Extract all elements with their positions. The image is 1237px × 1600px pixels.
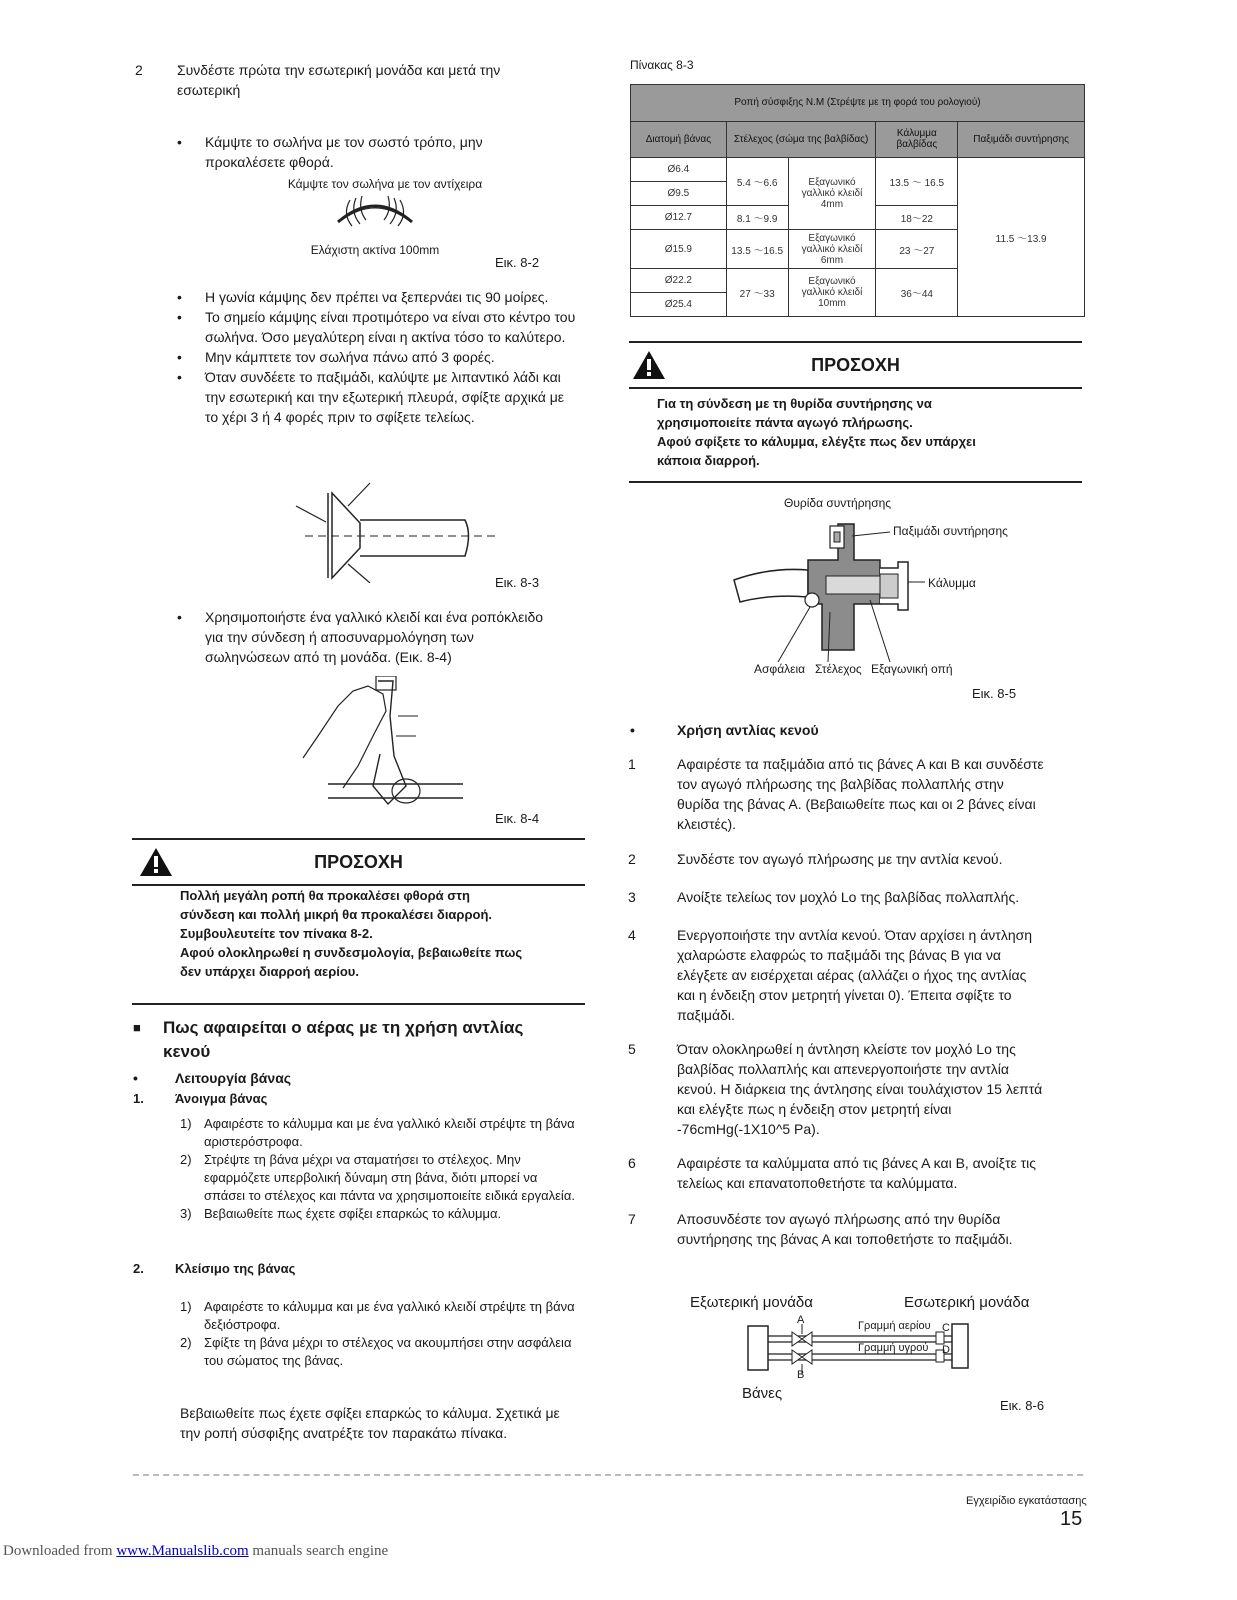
list-item: • Μην κάμπτετε τον σωλήνα πάνω από 3 φορές. [177, 349, 495, 365]
step-1: 1 Αφαιρέστε τα παξιμάδια από τις βάνες Α και Β και συνδέστε τον αγωγό πλήρωσης της βαλβίδας πολλαπλής στην θυρίδα της βάνας Α. (Βεβαιωθείτε πως και οι 2 βάνες είναι κλειστές). [628, 756, 1044, 832]
step-2: 2 Συνδέστε τον αγωγό πλήρωσης με την αντλία κενού. [628, 851, 1003, 867]
caution-title: ΠΡΟΣΟΧΗ [314, 852, 403, 872]
step-6: 6 Αφαιρέστε τα καλύμματα από τις βάνες Α και Β, ανοίξτε τις τελείως και επανατοποθετήστε τα καλύμματα. [628, 1155, 1036, 1191]
label-cap: Κάλυμμα [928, 576, 976, 590]
table-cell: Ø6.4 [631, 158, 727, 182]
manualslib-link[interactable]: www.Manualslib.com [116, 1543, 249, 1559]
table-cell: 36～44 [876, 268, 958, 316]
bend-bullet-text: Κάμψτε το σωλήνα με τον σωστό τρόπο, μην προκαλέσετε φθορά. [205, 134, 483, 170]
table-header: Κάλυμμα βαλβίδας [876, 121, 958, 158]
wrench-bullet-text: Χρησιμοποιήστε ένα γαλλικό κλειδί και ένα ροπόκλειδο για την σύνδεση ή αποσυναρμολόγηση των σωληνώσεων από τη μονάδα. (Εικ. 8-4) [205, 609, 544, 665]
table-cell: 27 ～33 [726, 268, 788, 316]
fig2-top-label: Κάμψτε τον σωλήνα με τον αντίχειρα [287, 177, 483, 191]
label-indoor-unit: Εσωτερική μονάδα [904, 1294, 1030, 1311]
label-gas-line: Γραμμή αερίου [858, 1320, 931, 1332]
caution-text: Για τη σύνδεση με τη θυρίδα συντήρησης να χρησιμοποιείτε πάντα αγωγό πλήρωσης. Αφού σφίξετε το κάλυμμα, ελέγξτε πως δεν υπάρχει κάποια διαρροή. [657, 396, 976, 468]
fig6-caption: Εικ. 8-6 [1000, 1398, 1045, 1413]
flare-nut-illustration [290, 478, 500, 583]
table-cell: Ø22.2 [631, 268, 727, 292]
label-valve-b: B [797, 1369, 805, 1381]
list-item: • Το σημείο κάμψης είναι προτιμότερο να είναι στο κέντρο του σωλήνα. Όσο μεγαλύτερη είναι η ακτίνα τόσο το καλύτερο. [177, 309, 576, 345]
table-cell: 13.5 ～ 16.5 [876, 158, 958, 206]
label-d: D [942, 1344, 950, 1356]
closing-heading: 2. Κλείσιμο της βάνας [133, 1261, 296, 1276]
list-item: 2) Σφίξτε τη βάνα μέχρι το στέλεχος να ακουμπήσει στην ασφάλεια του σώματος της βάνας. [180, 1335, 572, 1368]
caution-banner [132, 838, 585, 886]
opening-steps [180, 1115, 580, 1223]
table-cell: Εξαγωνικό γαλλικό κλειδί 4mm [788, 158, 876, 230]
page-number: 15 [1060, 1508, 1083, 1530]
list-item: 2) Στρέψτε τη βάνα μέχρι να σταματήσει το στέλεχος. Μην εφαρμόζετε υπερβολική δύναμη στη βάνα, διότι μπορεί να σπάσει το στέλεχος και πάντα να χρησιμοποιείτε ειδικά εργαλεία. [180, 1152, 575, 1203]
label-outdoor-unit: Εξωτερική μονάδα [690, 1294, 813, 1311]
table-header: Παξιμάδι συντήρησης [958, 121, 1085, 158]
list-item: 1) Αφαιρέστε το κάλυμμα και με ένα γαλλικό κλειδί στρέψτε τη βάνα δεξιόστροφα. [180, 1299, 575, 1332]
caution-title: ΠΡΟΣΟΧΗ [811, 355, 900, 375]
table-cell: Εξαγωνικό γαλλικό κλειδί 6mm [788, 230, 876, 269]
table-cell: Εξαγωνικό γαλλικό κλειδί 10mm [788, 268, 876, 316]
label-c: C [942, 1322, 950, 1334]
caution-bottom-rule [629, 481, 1082, 483]
wrenches-illustration [298, 676, 468, 808]
step-number: 2 [135, 62, 143, 78]
table-header: Διατομή βάνας [631, 121, 727, 158]
bend-bullet: • Κάμψτε το σωλήνα με τον σωστό τρόπο, μην προκαλέσετε φθορά. [177, 132, 537, 172]
table-cell: 23 ～27 [876, 230, 958, 269]
step-7: 7 Αποσυνδέστε τον αγωγό πλήρωσης από την θυρίδα συντήρησης της βάνας Α και τοποθετήστε το παξιμάδι. [628, 1211, 1013, 1247]
list-item: • Η γωνία κάμψης δεν πρέπει να ξεπερνάει τις 90 μοίρες. [177, 289, 549, 305]
table-cell: 11.5 ～13.9 [958, 158, 1085, 317]
list-item: 3) Βεβαιωθείτε πως έχετε σφίξει επαρκώς το κάλυμμα. [180, 1206, 502, 1221]
list-item: 1) Αφαιρέστε το κάλυμμα και με ένα γαλλικό κλειδί στρέψτε τη βάνα αριστερόστροφα. [180, 1116, 575, 1149]
table-cell: 5.4 ～6.6 [726, 158, 788, 206]
hands-bending-pipe-illustration [330, 192, 420, 240]
label-service-nut: Παξιμάδι συντήρησης [893, 524, 1008, 538]
opening-heading: 1. Άνοιγμα βάνας [133, 1091, 268, 1106]
step-4: 4 Ενεργοποιήστε την αντλία κενού. Όταν αρχίσει η άντληση χαλαρώστε ελαφρώς το παξιμάδι της βάνας Β για να ελέγξετε αν εισέρχεται αέρας (αλλάζει ο ήχος της αντλίας και η ένδειξη στον μετρητή γίνεται 0). Έπειτα σφίξτε το παξιμάδι. [628, 927, 1033, 1023]
table-cell: Ø15.9 [631, 230, 727, 269]
table-cell: Ø25.4 [631, 292, 727, 316]
fig3-caption: Εικ. 8-3 [495, 575, 540, 590]
label-stem: Στέλεχος [815, 662, 862, 676]
vacuum-heading: • Χρήση αντλίας κενού [630, 722, 819, 738]
step-text: Συνδέστε πρώτα την εσωτερική μονάδα και μετά την εσωτερική [177, 62, 501, 98]
label-valves: Βάνες [742, 1385, 783, 1402]
step-2 [135, 60, 535, 100]
label-service-port: Θυρίδα συντήρησης [784, 496, 892, 510]
square-bullet-icon: ■ [133, 1020, 141, 1035]
table-cell: 13.5 ～16.5 [726, 230, 788, 269]
section-heading: ■ Πως αφαιρείται ο αέρας με τη χρήση αντλίας κενού [133, 1018, 524, 1061]
footer-divider [133, 1474, 1083, 1476]
label-valve-a: A [797, 1314, 805, 1326]
list-item: • Όταν συνδέετε το παξιμάδι, καλύψτε με λιπαντικό λάδι και την εσωτερική και την εξωτερική πλευρά, σφίξτε αρχικά με το χέρι 3 ή 4 φορές πριν το σφίξετε τελείως. [177, 369, 565, 425]
bend-rules-list [177, 287, 577, 427]
label-hex-hole: Εξαγωνική οπή [871, 662, 953, 676]
step-5: 5 Όταν ολοκληρωθεί η άντληση κλείστε τον μοχλό Lo της βαλβίδας πολλαπλής και απενεργοποιήστε την αντλία κενού. Η διάρκεια της άντλησης είναι τουλάχιστον 15 λεπτά και ελέγξτε πως η ένδειξη στον μετρητή είναι -76cmHg(-1X10^5 Pa). [628, 1041, 1043, 1137]
service-valve-diagram [730, 512, 930, 662]
step-3: 3 Ανοίξτε τελείως τον μοχλό Lo της βαλβίδας πολλαπλής. [628, 889, 1020, 905]
fig2-caption: Εικ. 8-2 [495, 255, 540, 270]
valve-operation-heading: • Λειτουργία βάνας [133, 1070, 292, 1086]
caution-text: Πολλή μεγάλη ροπή θα προκαλέσει φθορά στη σύνδεση και πολλή μικρή θα προκαλέσει διαρροή. Συμβουλευτείτε τον πίνακα 8-2. Αφού ολοκληρωθεί η συνδεσμολογία, βεβαιωθείτε πως δεν υπάρχει διαρροή αερίου. [180, 888, 523, 979]
table-cell: Ø9.5 [631, 182, 727, 206]
fig2-bottom-label: Ελάχιστη ακτίνα 100mm [310, 243, 440, 257]
table-cell: 18～22 [876, 206, 958, 230]
fig4-caption: Εικ. 8-4 [495, 811, 540, 826]
wrench-bullet: • Χρησιμοποιήστε ένα γαλλικό κλειδί και ένα ροπόκλειδο για την σύνδεση ή αποσυναρμολόγηση των σωληνώσεων από τη μονάδα. (Εικ. 8-4) [177, 607, 557, 667]
label-lock: Ασφάλεια [754, 662, 806, 676]
fig5-caption: Εικ. 8-5 [972, 686, 1017, 701]
footer-manual-title: Εγχειρίδιο εγκατάστασης [966, 1495, 1087, 1507]
torque-table [630, 84, 1085, 317]
caution-bottom-rule [132, 1003, 585, 1005]
table-header: Στέλεχος (σώμα της βαλβίδας) [726, 121, 876, 158]
table-label: Πίνακας 8-3 [630, 58, 694, 72]
final-note: Βεβαιωθείτε πως έχετε σφίξει επαρκώς το κάλυμα. Σχετικά με την ροπή σύσφιξης ανατρέξτε τον παρακάτω πίνακα. [180, 1405, 560, 1441]
table-cell: 8.1 ～9.9 [726, 206, 788, 230]
label-liquid-line: Γραμμή υγρού [858, 1342, 929, 1354]
closing-steps [180, 1298, 580, 1370]
caution-banner [629, 341, 1082, 389]
table-cell: Ø12.7 [631, 206, 727, 230]
download-credit: Downloaded from www.Manualslib.com manuals search engine [3, 1543, 389, 1559]
table-title: Ροπή σύσφιξης N.M (Στρέψτε με τη φορά του ρολογιού) [631, 85, 1085, 122]
